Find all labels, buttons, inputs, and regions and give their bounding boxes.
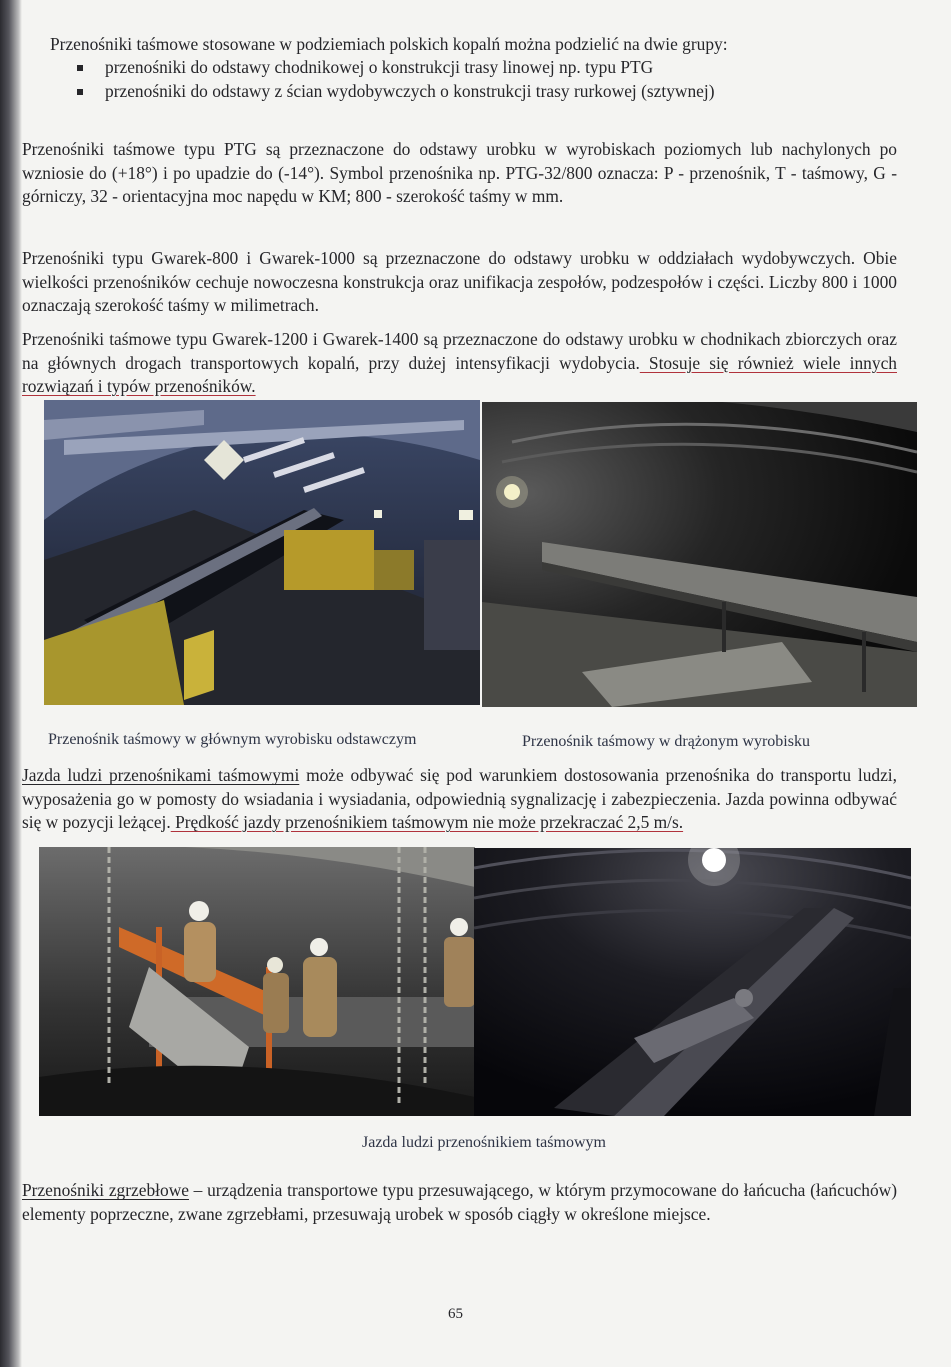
paragraph-riding-conveyors bbox=[22, 764, 897, 834]
paragraph-gwarek-800-1000: Przenośniki typu Gwarek-800 i Gwarek-1000 są przeznaczone do odstawy urobku w oddziałach wydobywczych. Obie wielkości przenośników cechuje nowoczesna konstrukcja oraz unifikacja zespołów, podzespołów i części. Liczby 800 i 1000 oznaczają szerokość taśmy w milimetrach. bbox=[22, 248, 897, 316]
paragraph-ptg: Przenośniki taśmowe typu PTG są przeznaczone do odstawy urobku w wyrobiskach poziomych lub nachylonych po wzniosie do (+18°) i po upadzie do (-14°). Symbol przenośnika np. PTG-32/800 oznacza: P - przenośnik, T - taśmowy, G - górniczy, 32 - orientacyjna moc napędu w KM; 800 - szerokość taśmy w mm. bbox=[22, 139, 897, 207]
paragraph-text: – urządzenia transportowe typu przesuwającego, w którym przymocowane do łańcucha (łańcuchów) elementy poprzeczne, zwane zgrzebłami, przesuwają urobek w sposób ciągły w określone miejsce. bbox=[22, 1180, 897, 1224]
underlined-lead: Jazda ludzi przenośnikami taśmowymi bbox=[22, 765, 300, 786]
caption-photo-main-haulage: Przenośnik taśmowy w głównym wyrobisku odstawczym bbox=[48, 731, 417, 748]
photo-miners-boarding-platform bbox=[39, 847, 475, 1116]
underlined-text: Prędkość jazdy przenośnikiem taśmowym nie może przekraczać 2,5 m/s. bbox=[170, 812, 684, 833]
photo-miner-riding-conveyor bbox=[474, 848, 911, 1116]
paragraph-scraper-conveyors bbox=[22, 1179, 897, 1226]
list-item: przenośniki do odstawy chodnikowej o konstrukcji trasy linowej np. typu PTG bbox=[77, 56, 897, 79]
underlined-lead: Przenośniki zgrzebłowe bbox=[22, 1180, 189, 1201]
paragraph-text: może odbywać się pod warunkiem dostosowania przenośnika do transportu ludzi, wyposażenia go w pomosty do wsiadania i wysiadania, odpowiednią sygnalizację i zabezpieczenia. Jazda powinna odbywać się w pozycji leżącej. bbox=[22, 765, 897, 833]
list-item: przenośniki do odstawy z ścian wydobywczych o konstrukcji trasy rurkowej (sztywnej) bbox=[77, 80, 897, 103]
conveyor-groups-list bbox=[22, 56, 897, 103]
caption-photo-driven-heading: Przenośnik taśmowy w drążonym wyrobisku bbox=[522, 733, 810, 750]
intro-lead: Przenośniki taśmowe stosowane w podziemiach polskich kopalń można podzielić na dwie grupy: bbox=[50, 34, 728, 54]
photo-main-haulage-conveyor bbox=[44, 400, 480, 705]
intro-section bbox=[22, 33, 897, 103]
caption-photo-riding: Jazda ludzi przenośnikiem taśmowym bbox=[362, 1134, 606, 1151]
photo-driven-heading-conveyor bbox=[482, 402, 917, 707]
paragraph-text: Przenośniki taśmowe typu Gwarek-1200 i Gwarek-1400 są przeznaczone do odstawy urobku w chodnikach zbiorczych oraz na głównych drogach transportowych kopalń, przy dużej intensyfikacji wydobycia. bbox=[22, 329, 897, 373]
underlined-text: Stosuje się również wiele innych rozwiązań i typów przenośników. bbox=[22, 352, 897, 397]
page-number: 65 bbox=[448, 1306, 463, 1322]
paragraph-gwarek-1200-1400 bbox=[22, 328, 897, 398]
